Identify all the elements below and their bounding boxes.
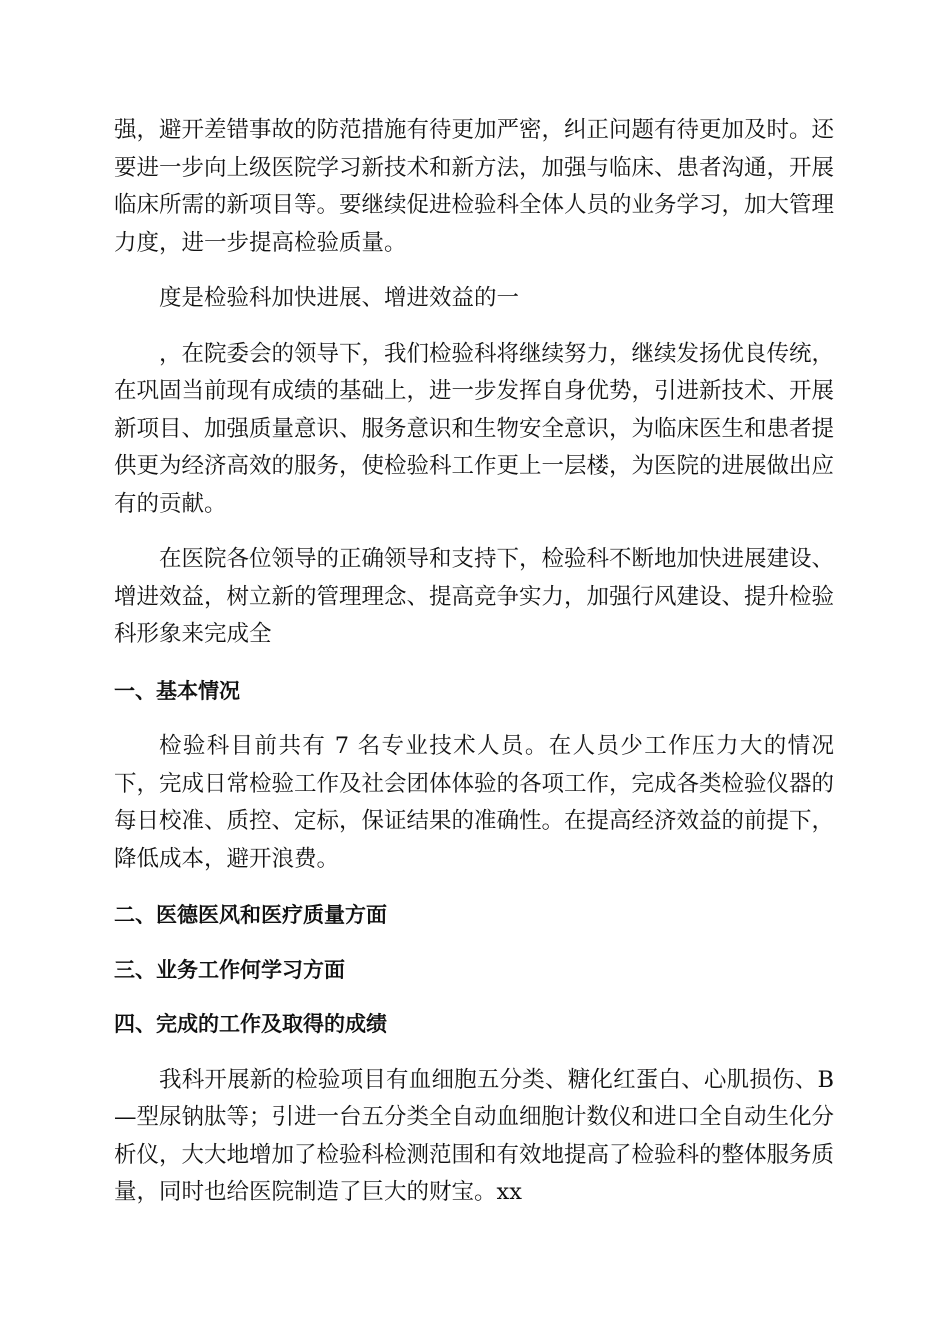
section-heading-medical-ethics: 二、医德医风和医疗质量方面 [114, 903, 387, 927]
paragraph-3: ，在院委会的领导下，我们检验科将继续努力，继续发扬优良传统，在巩固当前现有成绩的基础上，进一步发挥自身优势，引进新技术、开展新项目、加强质量意识、服务意识和生物安全意识，为临床医生和患者提供更为经济高效的服务，使检验科工作更上一层楼，为医院的进展做出应有的贡献。 [114, 340, 835, 517]
paragraph-1: 强，避开差错事故的防范措施有待更加严密，纠正问题有待更加及时。还要进一步向上级医院学习新技术和新方法，加强与临床、患者沟通，开展临床所需的新项目等。要继续促进检验科全体人员的业务学习，加大管理力度，进一步提高检验质量。 [114, 117, 835, 256]
paragraph-4: 在医院各位领导的正确领导和支持下，检验科不断地加快进展建设、增进效益，树立新的管理理念、提高竞争实力，加强行风建设、提升检验科形象来完成全 [114, 546, 835, 647]
paragraph-2: 度是检验科加快进展、增进效益的一 [159, 285, 520, 311]
section-heading-basic-situation: 一、基本情况 [114, 678, 240, 703]
document-page [114, 112, 834, 1212]
paragraph-5: 检验科目前共有 7 名专业技术人员。在人员少工作压力大的情况下，完成日常检验工作及社会团体体验的各项工作，完成各类检验仪器的每日校准、质控、定标，保证结果的准确性。在提高经济效益的前提下，降低成本，避开浪费。 [114, 733, 835, 872]
section-heading-achievements: 四、完成的工作及取得的成绩 [114, 1012, 387, 1036]
section-heading-work-study: 三、业务工作何学习方面 [114, 957, 345, 982]
paragraph-6: 我科开展新的检验项目有血细胞五分类、糖化红蛋白、心肌损伤、B—型尿钠肽等；引进一台五分类全自动血细胞计数仪和进口全自动生化分析仪，大大地增加了检验科检测范围和有效地提高了检验科的整体服务质量，同时也给医院制造了巨大的财宝。xx [114, 1066, 835, 1205]
